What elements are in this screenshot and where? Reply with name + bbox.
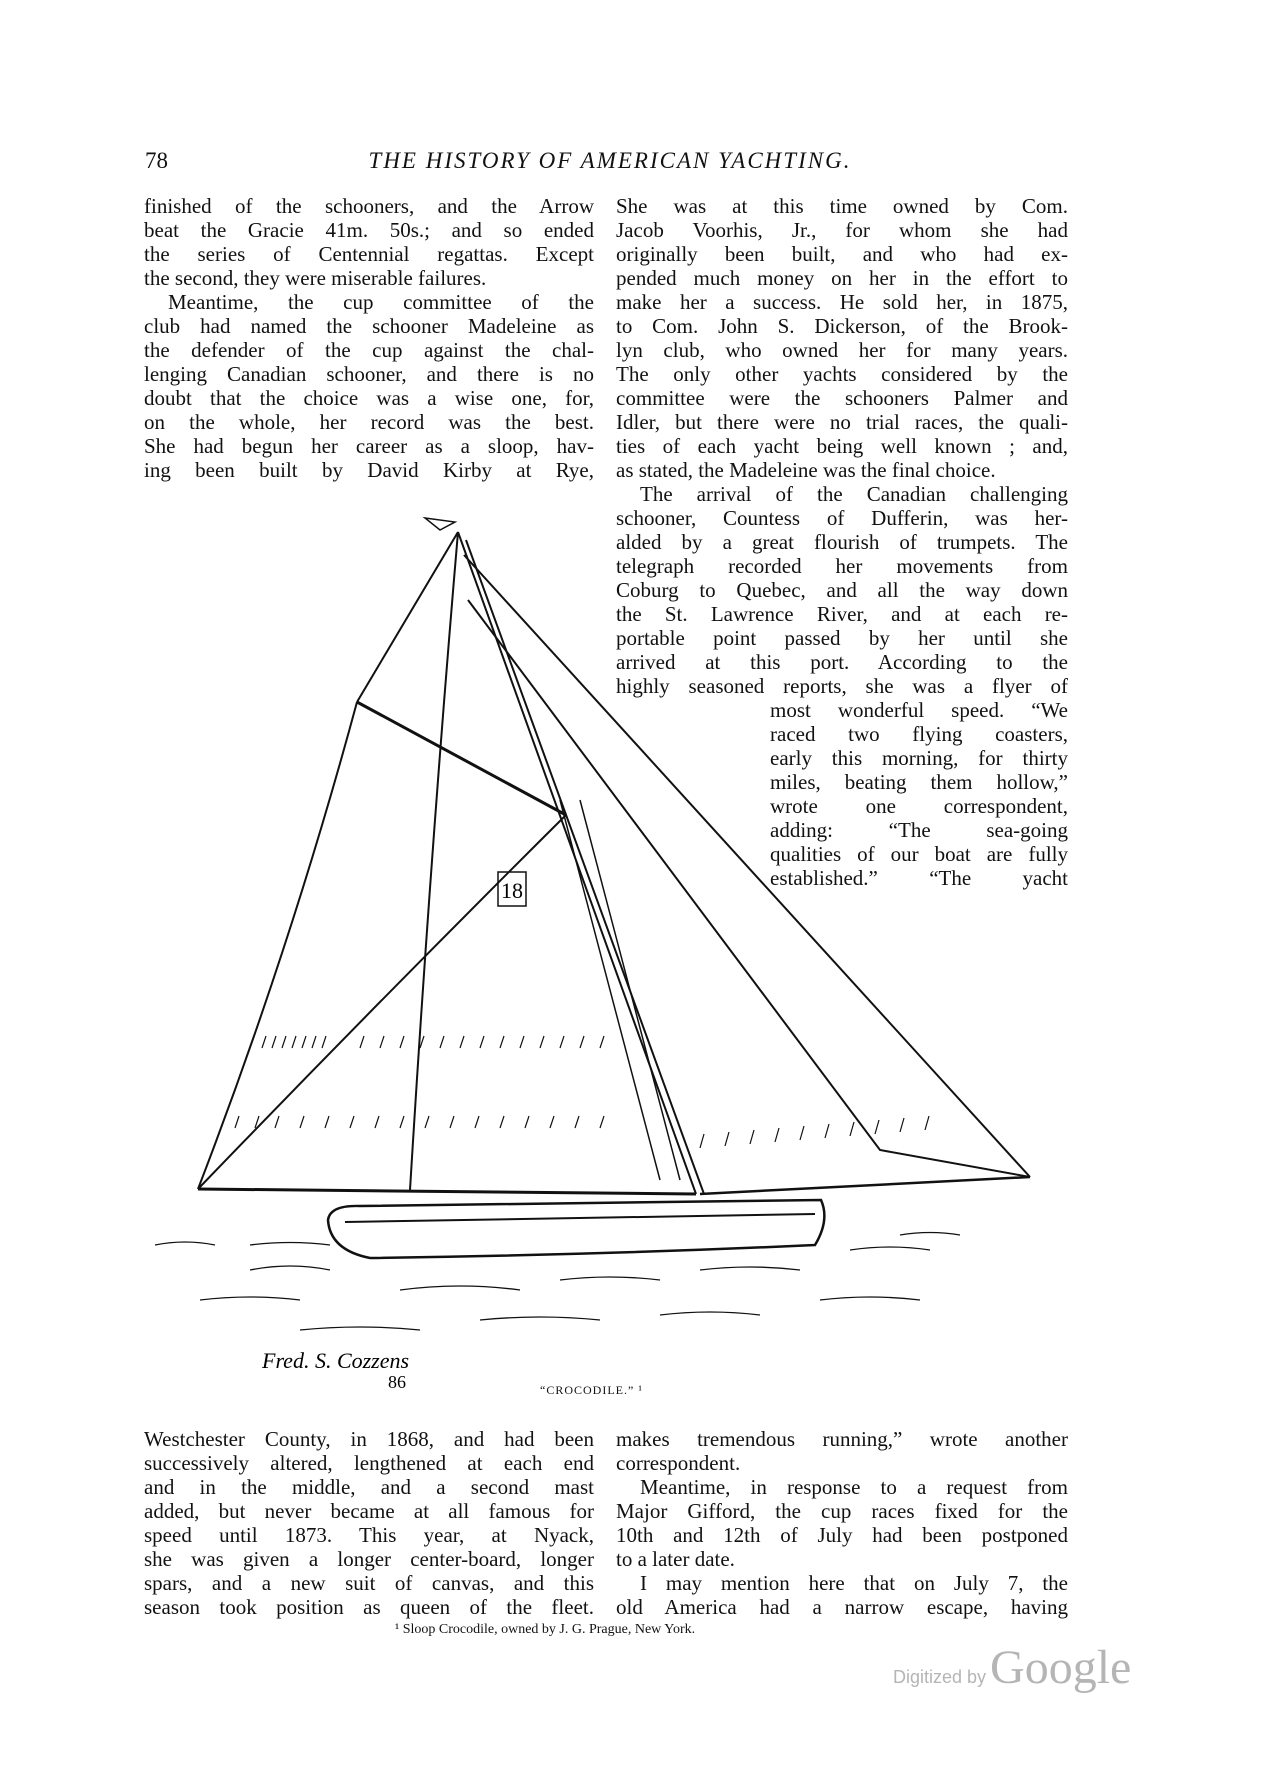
watermark-prefix: Digitized by — [893, 1667, 987, 1687]
forestay — [464, 555, 1030, 1177]
text-line: added, but never became at all famous for — [144, 1499, 594, 1523]
text-line: originally been built, and who had ex- — [616, 242, 1068, 266]
text-line: 10th and 12th of July had been postponed — [616, 1523, 1068, 1547]
text-line: makes tremendous running,” wrote another — [616, 1427, 1068, 1451]
running-title: THE HISTORY OF AMERICAN YACHTING. — [368, 148, 852, 173]
text-line: portable point passed by her until she — [616, 626, 1068, 650]
text-line: as stated, the Madeleine was the final choice. — [616, 458, 996, 482]
text-line: club had named the schooner Madeleine as — [144, 314, 594, 338]
mainsail-curve — [198, 815, 566, 1189]
text-line: early this morning, for thirty — [770, 746, 1068, 770]
text-line: arrived at this port. According to the — [616, 650, 1068, 674]
text-line: wrote one correspondent, — [770, 794, 1068, 818]
text-line: on the whole, her record was the best. — [144, 410, 594, 434]
text-line: Westchester County, in 1868, and had been — [144, 1427, 594, 1451]
text-line: the second, they were miserable failures. — [144, 266, 487, 290]
text-line: doubt that the choice was a wise one, for, — [144, 386, 594, 410]
text-line: qualities of our boat are fully — [770, 842, 1068, 866]
text-line: spars, and a new suit of canvas, and this — [144, 1571, 594, 1595]
text-line: the defender of the cup against the chal- — [144, 338, 594, 362]
topsail — [357, 532, 458, 1190]
text-line: she was given a longer center-board, longer — [144, 1547, 594, 1571]
text-line: Meantime, the cup committee of the — [168, 290, 594, 314]
text-line: raced two flying coasters, — [770, 722, 1068, 746]
text-line: lyn club, who owned her for many years. — [616, 338, 1068, 362]
text-line: Idler, but there were no trial races, the quali- — [616, 410, 1068, 434]
text-line: ties of each yacht being well known ; and, — [616, 434, 1068, 458]
text-line: She was at this time owned by Com. — [616, 194, 1068, 218]
text-line: most wonderful speed. “We — [770, 698, 1068, 722]
jib-stay — [468, 600, 1030, 1177]
text-line: established.” “The yacht — [770, 866, 1068, 890]
text-line: ing been built by David Kirby at Rye, — [144, 458, 594, 482]
text-line: to Com. John S. Dickerson, of the Brook- — [616, 314, 1068, 338]
text-line: lenging Canadian schooner, and there is no — [144, 362, 594, 386]
text-line: the series of Centennial regattas. Except — [144, 242, 594, 266]
text-line: Major Gifford, the cup races fixed for the — [616, 1499, 1068, 1523]
ladder — [560, 800, 680, 1180]
text-line: The only other yachts considered by the — [616, 362, 1068, 386]
watermark-brand: Google — [990, 1641, 1132, 1694]
reef-points — [235, 1036, 929, 1148]
figure-caption: “CROCODILE.” ¹ — [540, 1383, 643, 1397]
text-line: highly seasoned reports, she was a flyer of — [616, 674, 1068, 698]
text-line: season took position as queen of the fleet. — [144, 1595, 594, 1619]
text-line: successively altered, lengthened at each end — [144, 1451, 594, 1475]
signature-year: 86 — [388, 1372, 406, 1392]
text-line: make her a success. He sold her, in 1875, — [616, 290, 1068, 314]
text-line: and in the middle, and a second mast — [144, 1475, 594, 1499]
page-number: 78 — [145, 148, 168, 173]
text-line: beat the Gracie 41m. 50s.; and so ended — [144, 218, 594, 242]
digitized-watermark — [893, 1640, 1131, 1695]
mast — [458, 532, 704, 1194]
text-line: The arrival of the Canadian challenging — [640, 482, 1068, 506]
text-line: Jacob Voorhis, Jr., for whom she had — [616, 218, 1068, 242]
mainsail-leech — [198, 702, 357, 1189]
text-line: to a later date. — [616, 1547, 735, 1571]
right-column-bottom — [616, 1427, 1068, 1619]
text-line: Meantime, in response to a request from — [640, 1475, 1068, 1499]
pennant-flag — [425, 518, 455, 530]
boom — [198, 1189, 696, 1194]
text-line: finished of the schooners, and the Arrow — [144, 194, 594, 218]
text-line: speed until 1873. This year, at Nyack, — [144, 1523, 594, 1547]
text-line: old America had a narrow escape, having — [616, 1595, 1068, 1619]
text-line: committee were the schooners Palmer and — [616, 386, 1068, 410]
hull-stripe — [345, 1214, 815, 1222]
text-line: She had begun her career as a sloop, hav- — [144, 434, 594, 458]
sail-number: 18 — [501, 878, 523, 903]
text-line: adding: “The sea-going — [770, 818, 1068, 842]
water — [155, 1233, 960, 1331]
text-line: the St. Lawrence River, and at each re- — [616, 602, 1068, 626]
text-line: schooner, Countess of Dufferin, was her- — [616, 506, 1068, 530]
text-line: alded by a great flourish of trumpets. The — [616, 530, 1068, 554]
text-line: correspondent. — [616, 1451, 741, 1475]
text-line: pended much money on her in the effort to — [616, 266, 1068, 290]
text-line: miles, beating them hollow,” — [770, 770, 1068, 794]
text-line: telegraph recorded her movements from — [616, 554, 1068, 578]
bowsprit — [700, 1177, 1030, 1194]
footnote: ¹ Sloop Crocodile, owned by J. G. Prague, New York. — [395, 1622, 696, 1637]
artist-signature: Fred. S. Cozzens — [262, 1348, 410, 1373]
text-line: Coburg to Quebec, and all the way down — [616, 578, 1068, 602]
hull — [328, 1200, 824, 1258]
gaff — [357, 702, 566, 815]
left-column-bottom — [144, 1427, 594, 1619]
text-line: I may mention here that on July 7, the — [640, 1571, 1068, 1595]
